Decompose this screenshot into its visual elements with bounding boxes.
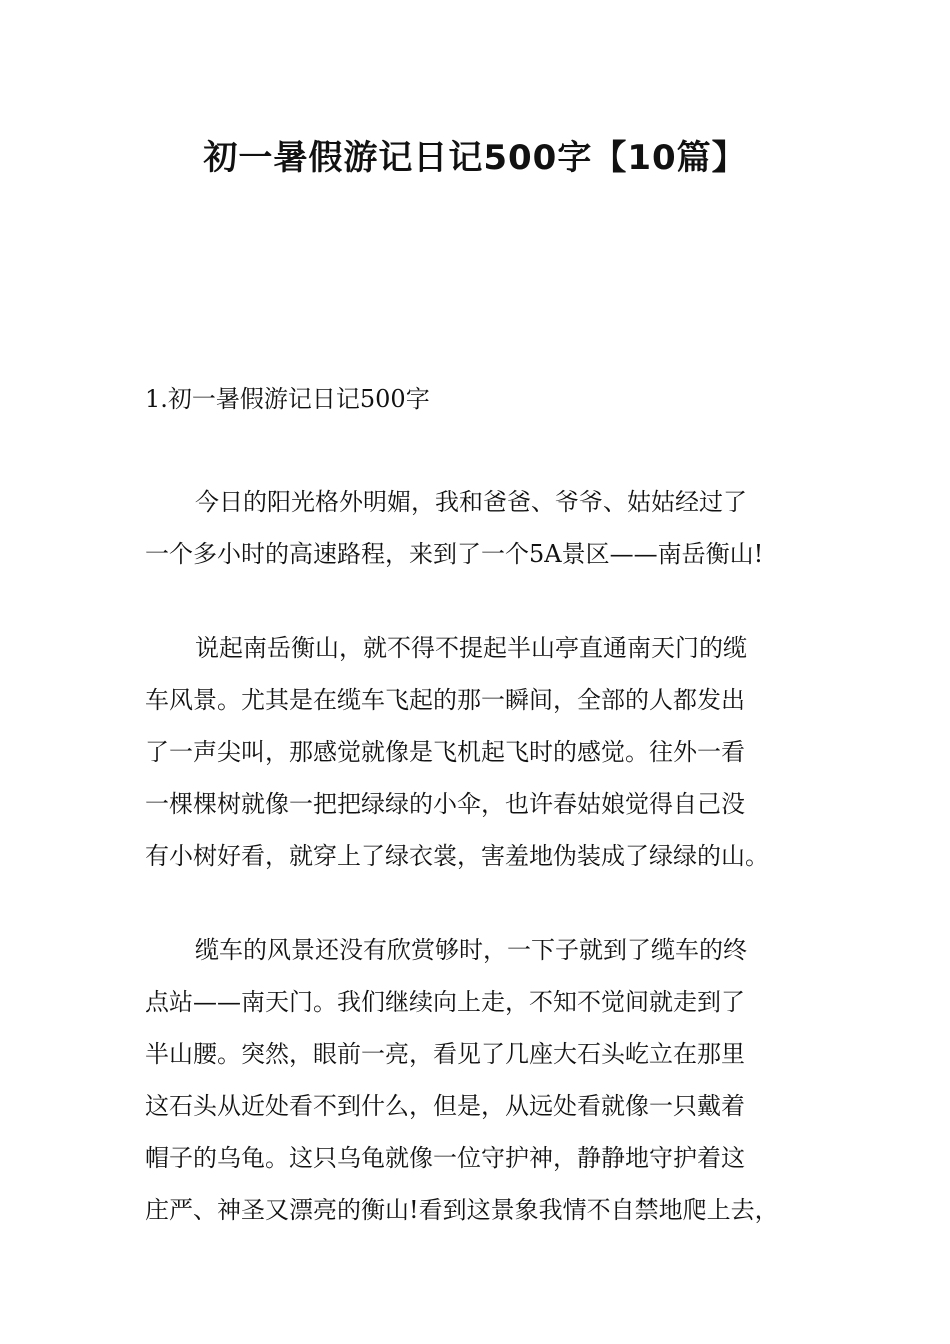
paragraph-line: 缆车的风景还没有欣赏够时，一下子就到了缆车的终	[195, 936, 747, 964]
paragraph-line: 有小树好看，就穿上了绿衣裳，害羞地伪装成了绿绿的山。	[145, 842, 769, 870]
paragraph-line: 说起南岳衡山，就不得不提起半山亭直通南天门的缆	[195, 634, 747, 662]
paragraph-line: 一棵棵树就像一把把绿绿的小伞，也许春姑娘觉得自己没	[145, 790, 745, 818]
paragraph-line: 了一声尖叫，那感觉就像是飞机起飞时的感觉。往外一看	[145, 738, 745, 766]
paragraph-line: 车风景。尤其是在缆车飞起的那一瞬间，全部的人都发出	[145, 686, 745, 714]
paragraph-2	[145, 622, 810, 882]
paragraph-1	[145, 476, 810, 580]
paragraph-line: 帽子的乌龟。这只乌龟就像一位守护神，静静地守护着这	[145, 1144, 745, 1172]
section-heading: 1.初一暑假游记日记500字	[145, 385, 430, 413]
paragraph-line: 今日的阳光格外明媚，我和爸爸、爷爷、姑姑经过了	[195, 488, 747, 516]
paragraph-line: 庄严、神圣又漂亮的衡山!看到这景象我情不自禁地爬上去，	[145, 1196, 779, 1224]
document-title: 初一暑假游记日记500字【10篇】	[203, 138, 747, 178]
paragraph-line: 一个多小时的高速路程，来到了一个5A景区——南岳衡山!	[145, 540, 764, 568]
paragraph-line: 这石头从近处看不到什么，但是，从远处看就像一只戴着	[145, 1092, 745, 1120]
paragraph-3	[145, 924, 810, 1236]
paragraph-line: 点站——南天门。我们继续向上走，不知不觉间就走到了	[145, 988, 745, 1016]
paragraph-line: 半山腰。突然，眼前一亮，看见了几座大石头屹立在那里	[145, 1040, 745, 1068]
